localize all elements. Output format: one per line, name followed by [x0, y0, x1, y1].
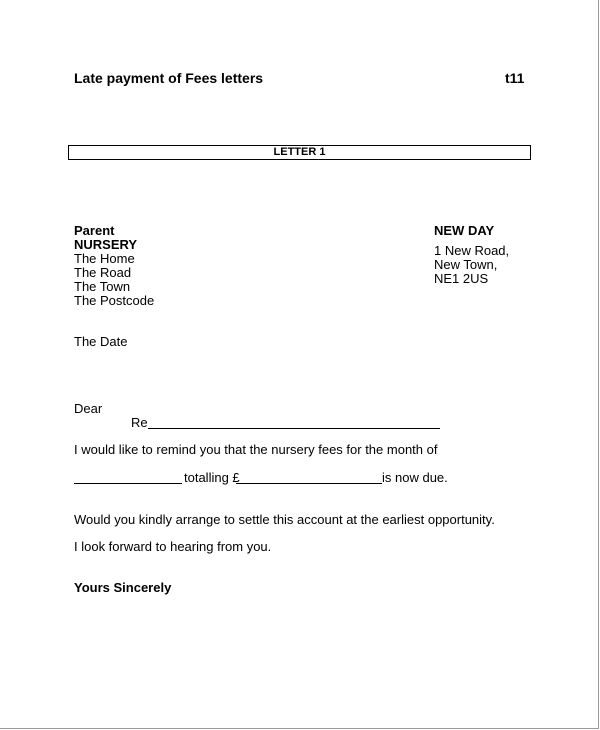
- sender-line: The Home: [74, 251, 135, 266]
- month-blank-line: [74, 483, 182, 484]
- amount-blank-line: [236, 483, 382, 484]
- closing: Yours Sincerely: [74, 580, 172, 595]
- totalling-text: totalling £: [184, 470, 240, 485]
- re-blank-line: [148, 428, 440, 429]
- letter-date: The Date: [74, 334, 128, 349]
- arrange-text: Would you kindly arrange to settle this account at the earliest opportunity.: [74, 512, 495, 527]
- salutation: Dear: [74, 401, 103, 416]
- recipient-line: 1 New Road,: [434, 243, 510, 258]
- sender-line: The Postcode: [74, 293, 155, 308]
- document-code: t11: [505, 70, 525, 86]
- re-label: Re: [131, 415, 148, 430]
- sender-line: The Town: [74, 279, 131, 294]
- sender-line: NURSERY: [74, 237, 138, 252]
- recipient-line: NEW DAY: [434, 223, 495, 238]
- reminder-text: I would like to remind you that the nursery fees for the month of: [74, 442, 438, 457]
- recipient-line: New Town,: [434, 257, 498, 272]
- sender-line: The Road: [74, 265, 132, 280]
- forward-text: I look forward to hearing from you.: [74, 539, 272, 554]
- letter-label-box: LETTER 1: [68, 145, 531, 160]
- due-text: is now due.: [382, 470, 448, 485]
- recipient-address: [434, 224, 509, 286]
- recipient-line: NE1 2US: [434, 271, 489, 286]
- sender-line: Parent: [74, 223, 115, 238]
- sender-address: [74, 224, 154, 308]
- document-title: Late payment of Fees letters: [74, 70, 264, 86]
